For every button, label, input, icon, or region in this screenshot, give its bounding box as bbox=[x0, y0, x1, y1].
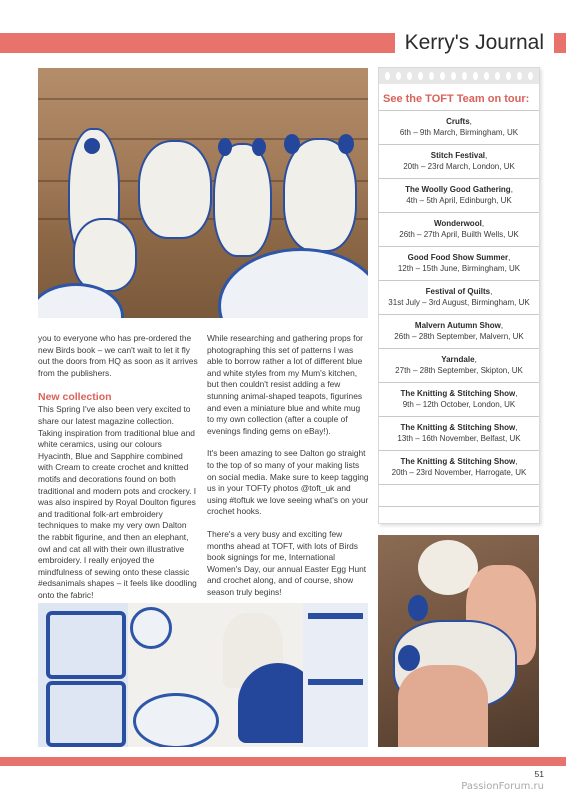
tour-event: Malvern Autumn Show, 26th – 28th September, Malvern, UK bbox=[394, 321, 524, 342]
section-subheading: New collection bbox=[38, 391, 112, 404]
page-number: 51 bbox=[534, 769, 544, 779]
photo-crochet-figures bbox=[38, 68, 368, 318]
article-column-2 bbox=[207, 333, 369, 609]
watermark: PassionForum.ru bbox=[461, 781, 544, 792]
tour-event: Crufts, 6th – 9th March, Birmingham, UK bbox=[399, 117, 519, 138]
footer-bar bbox=[0, 757, 566, 766]
intro-paragraph: you to everyone who has pre-ordered the new Birds book – we can't wait to let it fly out the doors from HQ as soon as it arrives from the publishers. bbox=[38, 333, 198, 378]
props-paragraph: While researching and gathering props for photographing this set of patterns I was able to borrow rather a lot of different blue and white styles from my Mum's kitchen, but then couldn't resist adding a few stunning animal-shaped teapots, figurines and even a miniature blue and white mug to my own collection (after a couple of evenings finding gems on eBay!). bbox=[207, 333, 363, 436]
tour-event: Good Food Show Summer, 12th – 15th June, Birmingham, UK bbox=[397, 253, 521, 274]
collection-paragraph: This Spring I've also been very excited to share our latest magazine collection. Taking inspiration from traditional blue and white ceramics, using our colours Hyacinth, Blue and Sapphire combined with Cream to create crochet and knitted motifs and decorations found on both traditional and modern pots and crockery. I was also inspired by Royal Doulton figures and traditional folk-art embroidery techniques to make my very own Dalton the rabbit figurine, and then an elephant, owl and cat all with their own illustrative embroidery. I really enjoyed the mindfulness of sewing onto these classic #edsanimals shapes – it feels like doodling onto the fabric! bbox=[38, 404, 197, 600]
tour-event: Yarndale, 27th – 28th September, Skipton, UK bbox=[395, 355, 523, 376]
photo-ceramics-knits bbox=[38, 603, 368, 747]
tour-event: The Woolly Good Gathering, 4th – 5th April, Edinburgh, UK bbox=[405, 185, 513, 206]
tour-event: Stitch Festival, 20th – 23rd March, London, UK bbox=[403, 151, 515, 172]
article-column-1 bbox=[38, 333, 198, 612]
tour-heading: See the TOFT Team on tour: bbox=[383, 93, 530, 105]
tour-event: The Knitting & Stitching Show, 13th – 16th November, Belfast, UK bbox=[397, 423, 521, 444]
page-title: Kerry's Journal bbox=[395, 29, 554, 57]
tour-event: Wonderwool, 26th – 27th April, Builth Wells, UK bbox=[399, 219, 519, 240]
upcoming-paragraph: There's a very busy and exciting few months ahead at TOFT, with lots of Birds book signings for me, International Women's Day, our annual Easter Egg Hunt and crochet along, and of course, show season truly begins! bbox=[207, 528, 367, 597]
photo-hands-sewing bbox=[378, 535, 539, 747]
tour-event: Festival of Quilts, 31st July – 3rd August, Birmingham, UK bbox=[388, 287, 530, 308]
social-paragraph: It's been amazing to see Dalton go straight to the top of so many of your making lists on social media. Make sure to keep tagging us in your TOFTy photos @toft_uk and using #toftuk we love seeing what's on your crochet hooks. bbox=[207, 448, 369, 517]
notepad-binding bbox=[379, 68, 539, 84]
tour-notepad bbox=[378, 67, 540, 524]
tour-event: The Knitting & Stitching Show, 20th – 23rd November, Harrogate, UK bbox=[391, 457, 527, 478]
tour-event: The Knitting & Stitching Show, 9th – 12th October, London, UK bbox=[400, 389, 518, 410]
